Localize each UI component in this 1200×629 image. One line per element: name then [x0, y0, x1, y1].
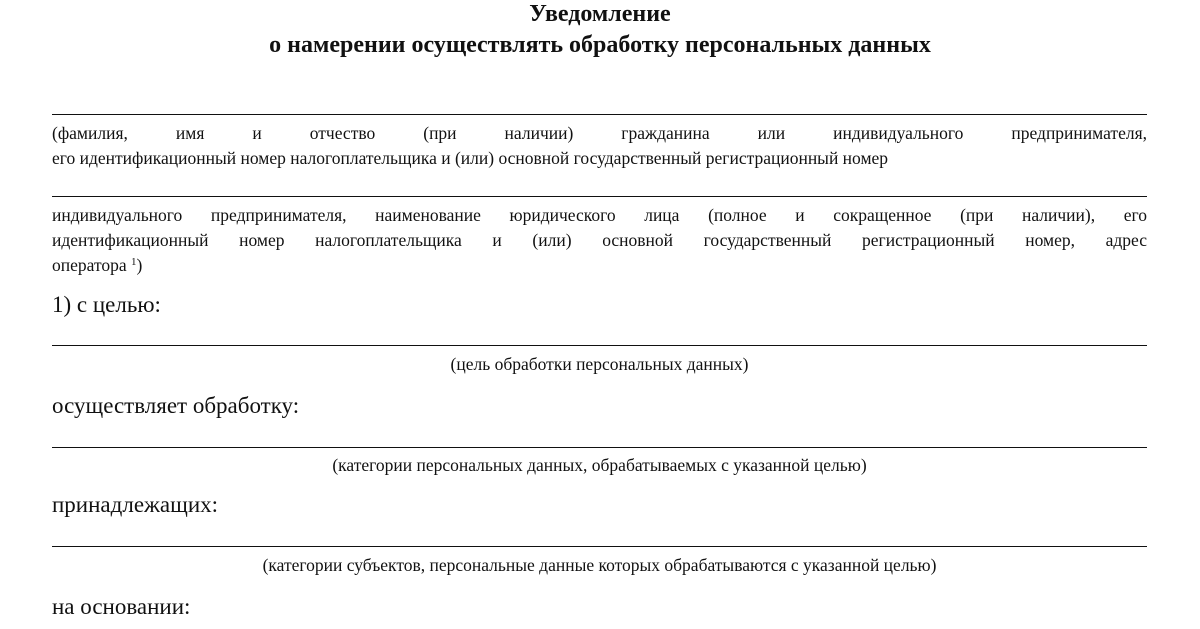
categories-caption: (категории персональных данных, обрабатываемых с указанной целью)	[332, 455, 867, 475]
operator-caption-line-2: его идентификационный номер налогоплательщика и (или) основной государственный регистрационный номер	[52, 148, 889, 168]
operator-name-line[interactable]	[52, 114, 1147, 115]
basis-label: на основании:	[52, 594, 191, 619]
subjects-line[interactable]	[52, 546, 1147, 547]
operator-details-line[interactable]	[52, 196, 1147, 197]
operator-caption-line-1: (фамилия, имя и отчество (при наличии) гражданина или индивидуального предпринимателя,	[52, 123, 1147, 143]
caption-close: )	[136, 255, 143, 275]
belonging-label: принадлежащих:	[52, 492, 219, 517]
subjects-caption: (категории субъектов, персональные данные которых обрабатываются с указанной целью)	[262, 555, 937, 575]
purpose-line[interactable]	[52, 345, 1147, 346]
document-title: Уведомление	[529, 1, 671, 27]
purpose-label: 1) с целью:	[52, 292, 161, 317]
operator-caption-line-5	[52, 255, 142, 275]
footnote-mark: 1	[131, 256, 137, 268]
operator-caption-line-3: индивидуального предпринимателя, наименование юридического лица (полное и сокращенное (при наличии), его	[52, 205, 1147, 225]
purpose-caption: (цель обработки персональных данных)	[450, 354, 749, 374]
processing-label: осуществляет обработку:	[52, 393, 300, 418]
categories-line[interactable]	[52, 447, 1147, 448]
document-subtitle: о намерении осуществлять обработку персональных данных	[269, 32, 931, 58]
operator-caption-line-4: идентификационный номер налогоплательщика и (или) основной государственный регистрационный номер, адрес	[52, 230, 1147, 250]
operator-word: оператора	[52, 255, 127, 275]
